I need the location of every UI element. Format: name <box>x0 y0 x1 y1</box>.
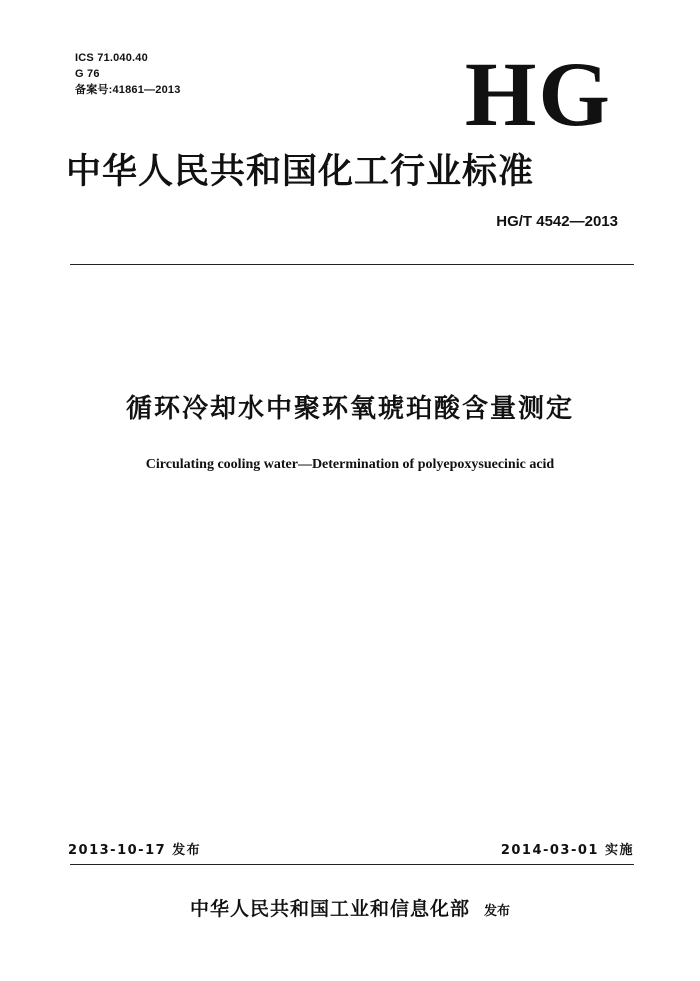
ics-code: ICS 71.040.40 <box>75 52 148 64</box>
top-divider <box>70 264 634 265</box>
classification-block <box>75 50 181 98</box>
record-number: 备案号:41861—2013 <box>75 84 181 96</box>
standard-category-title: 中华人民共和国化工行业标准 <box>66 151 535 192</box>
document-title-chinese: 循环冷却水中聚环氧琥珀酸含量测定 <box>125 394 574 424</box>
publisher-action: 发布 <box>484 904 511 919</box>
implementation-date: 2014-03-01 实施 <box>500 843 634 858</box>
ccs-code: G 76 <box>75 68 100 80</box>
publisher-organization: 中华人民共和国工业和信息化部 <box>189 898 470 920</box>
document-title-english: Circulating cooling water—Determination of polyepoxysuecinic acid <box>145 457 555 472</box>
standard-code: HG/T 4542—2013 <box>496 213 618 230</box>
bottom-divider <box>70 864 634 865</box>
hg-logo: HG <box>464 43 612 145</box>
publisher-line <box>0 896 700 925</box>
issue-date: 2013-10-17 发布 <box>68 843 202 858</box>
